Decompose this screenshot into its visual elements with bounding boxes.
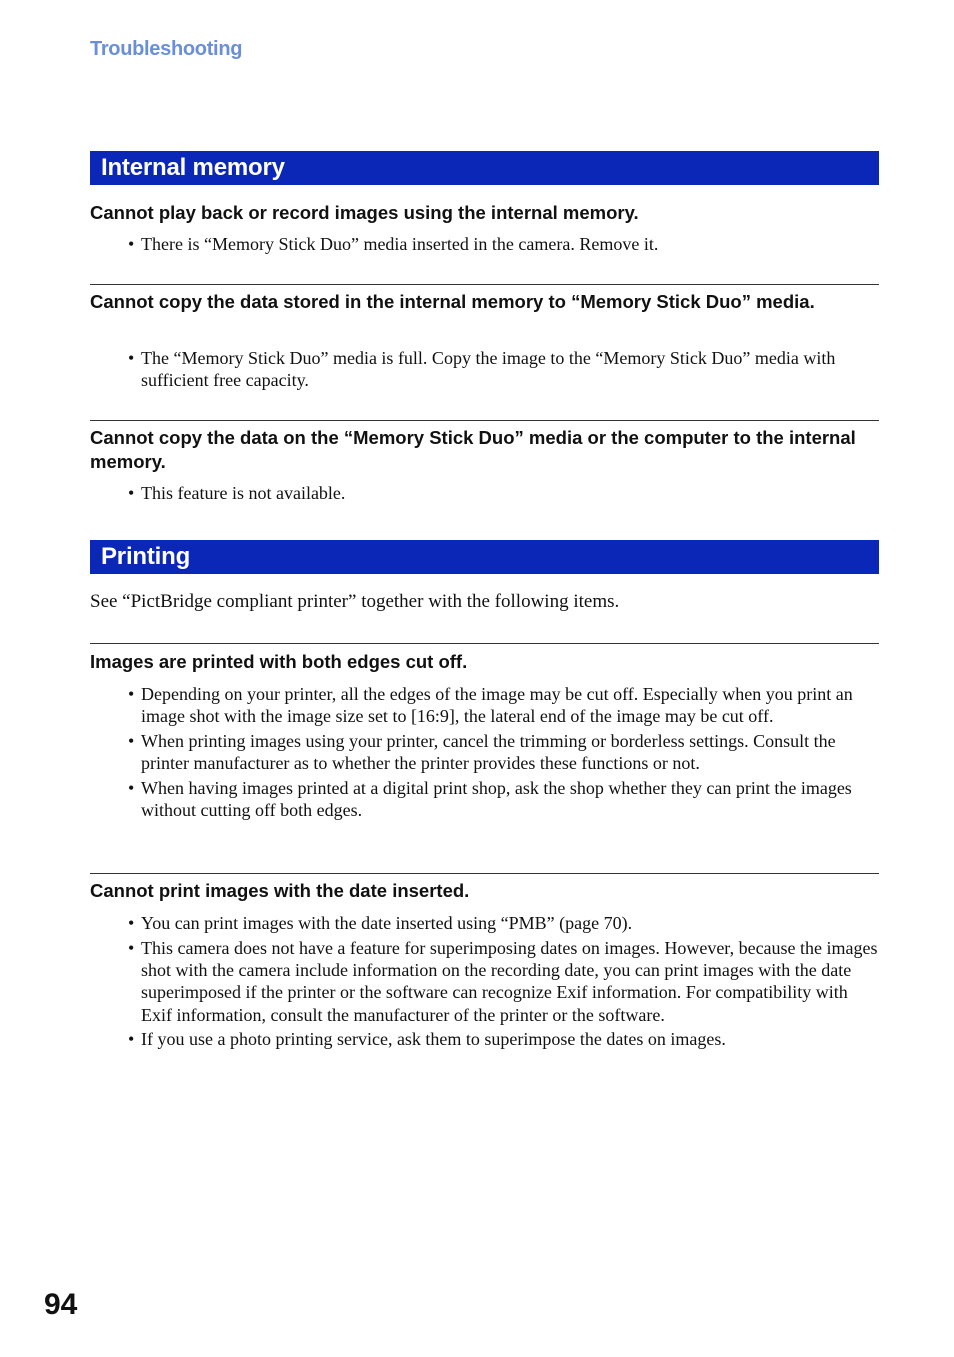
page-number: 94 <box>44 1288 78 1321</box>
list-item: • If you use a photo printing service, ask them to superimpose the dates on images. <box>128 1028 879 1050</box>
question-heading: Cannot copy the data on the “Memory Stick Duo” media or the computer to the internal memory. <box>90 427 856 472</box>
list-item: • When having images printed at a digital print shop, ask the shop whether they can print the images without cutting off both edges. <box>128 777 879 822</box>
list-item: • This camera does not have a feature for superimposing dates on images. However, because the images shot with the camera include information on the recording date, you can print images with the date superimposed if the printer or the software can recognize Exif information. For compatibility with Exif information, consult the manufacturer of the printer or the software. <box>128 937 879 1026</box>
list-item: • There is “Memory Stick Duo” media inserted in the camera. Remove it. <box>128 233 879 255</box>
question-heading: Images are printed with both edges cut off. <box>90 651 468 672</box>
divider <box>90 284 879 285</box>
answer-list <box>128 482 879 507</box>
answer-list <box>128 347 879 394</box>
list-item: • The “Memory Stick Duo” media is full. Copy the image to the “Memory Stick Duo” media with sufficient free capacity. <box>128 347 879 392</box>
section-title-printing: Printing <box>90 540 879 574</box>
divider <box>90 643 879 644</box>
list-item: • This feature is not available. <box>128 482 879 504</box>
list-item: • Depending on your printer, all the edges of the image may be cut off. Especially when you print an image shot with the image size set to [16:9], the lateral end of the image may be cut off. <box>128 683 879 728</box>
list-item: • You can print images with the date inserted using “PMB” (page 70). <box>128 912 879 934</box>
answer-list <box>128 683 879 824</box>
answer-list <box>128 912 879 1053</box>
question-heading: Cannot play back or record images using the internal memory. <box>90 202 639 223</box>
running-head: Troubleshooting <box>90 38 243 60</box>
question-heading: Cannot copy the data stored in the internal memory to “Memory Stick Duo” media. <box>90 291 815 312</box>
divider <box>90 420 879 421</box>
answer-list <box>128 233 879 258</box>
list-item: • When printing images using your printer, cancel the trimming or borderless settings. Consult the printer manufacturer as to whether the printer provides these functions or not. <box>128 730 879 775</box>
question-heading: Cannot print images with the date inserted. <box>90 880 470 901</box>
divider <box>90 873 879 874</box>
section-title-internal-memory: Internal memory <box>90 151 879 185</box>
intro-paragraph: See “PictBridge compliant printer” together with the following items. <box>90 591 620 612</box>
